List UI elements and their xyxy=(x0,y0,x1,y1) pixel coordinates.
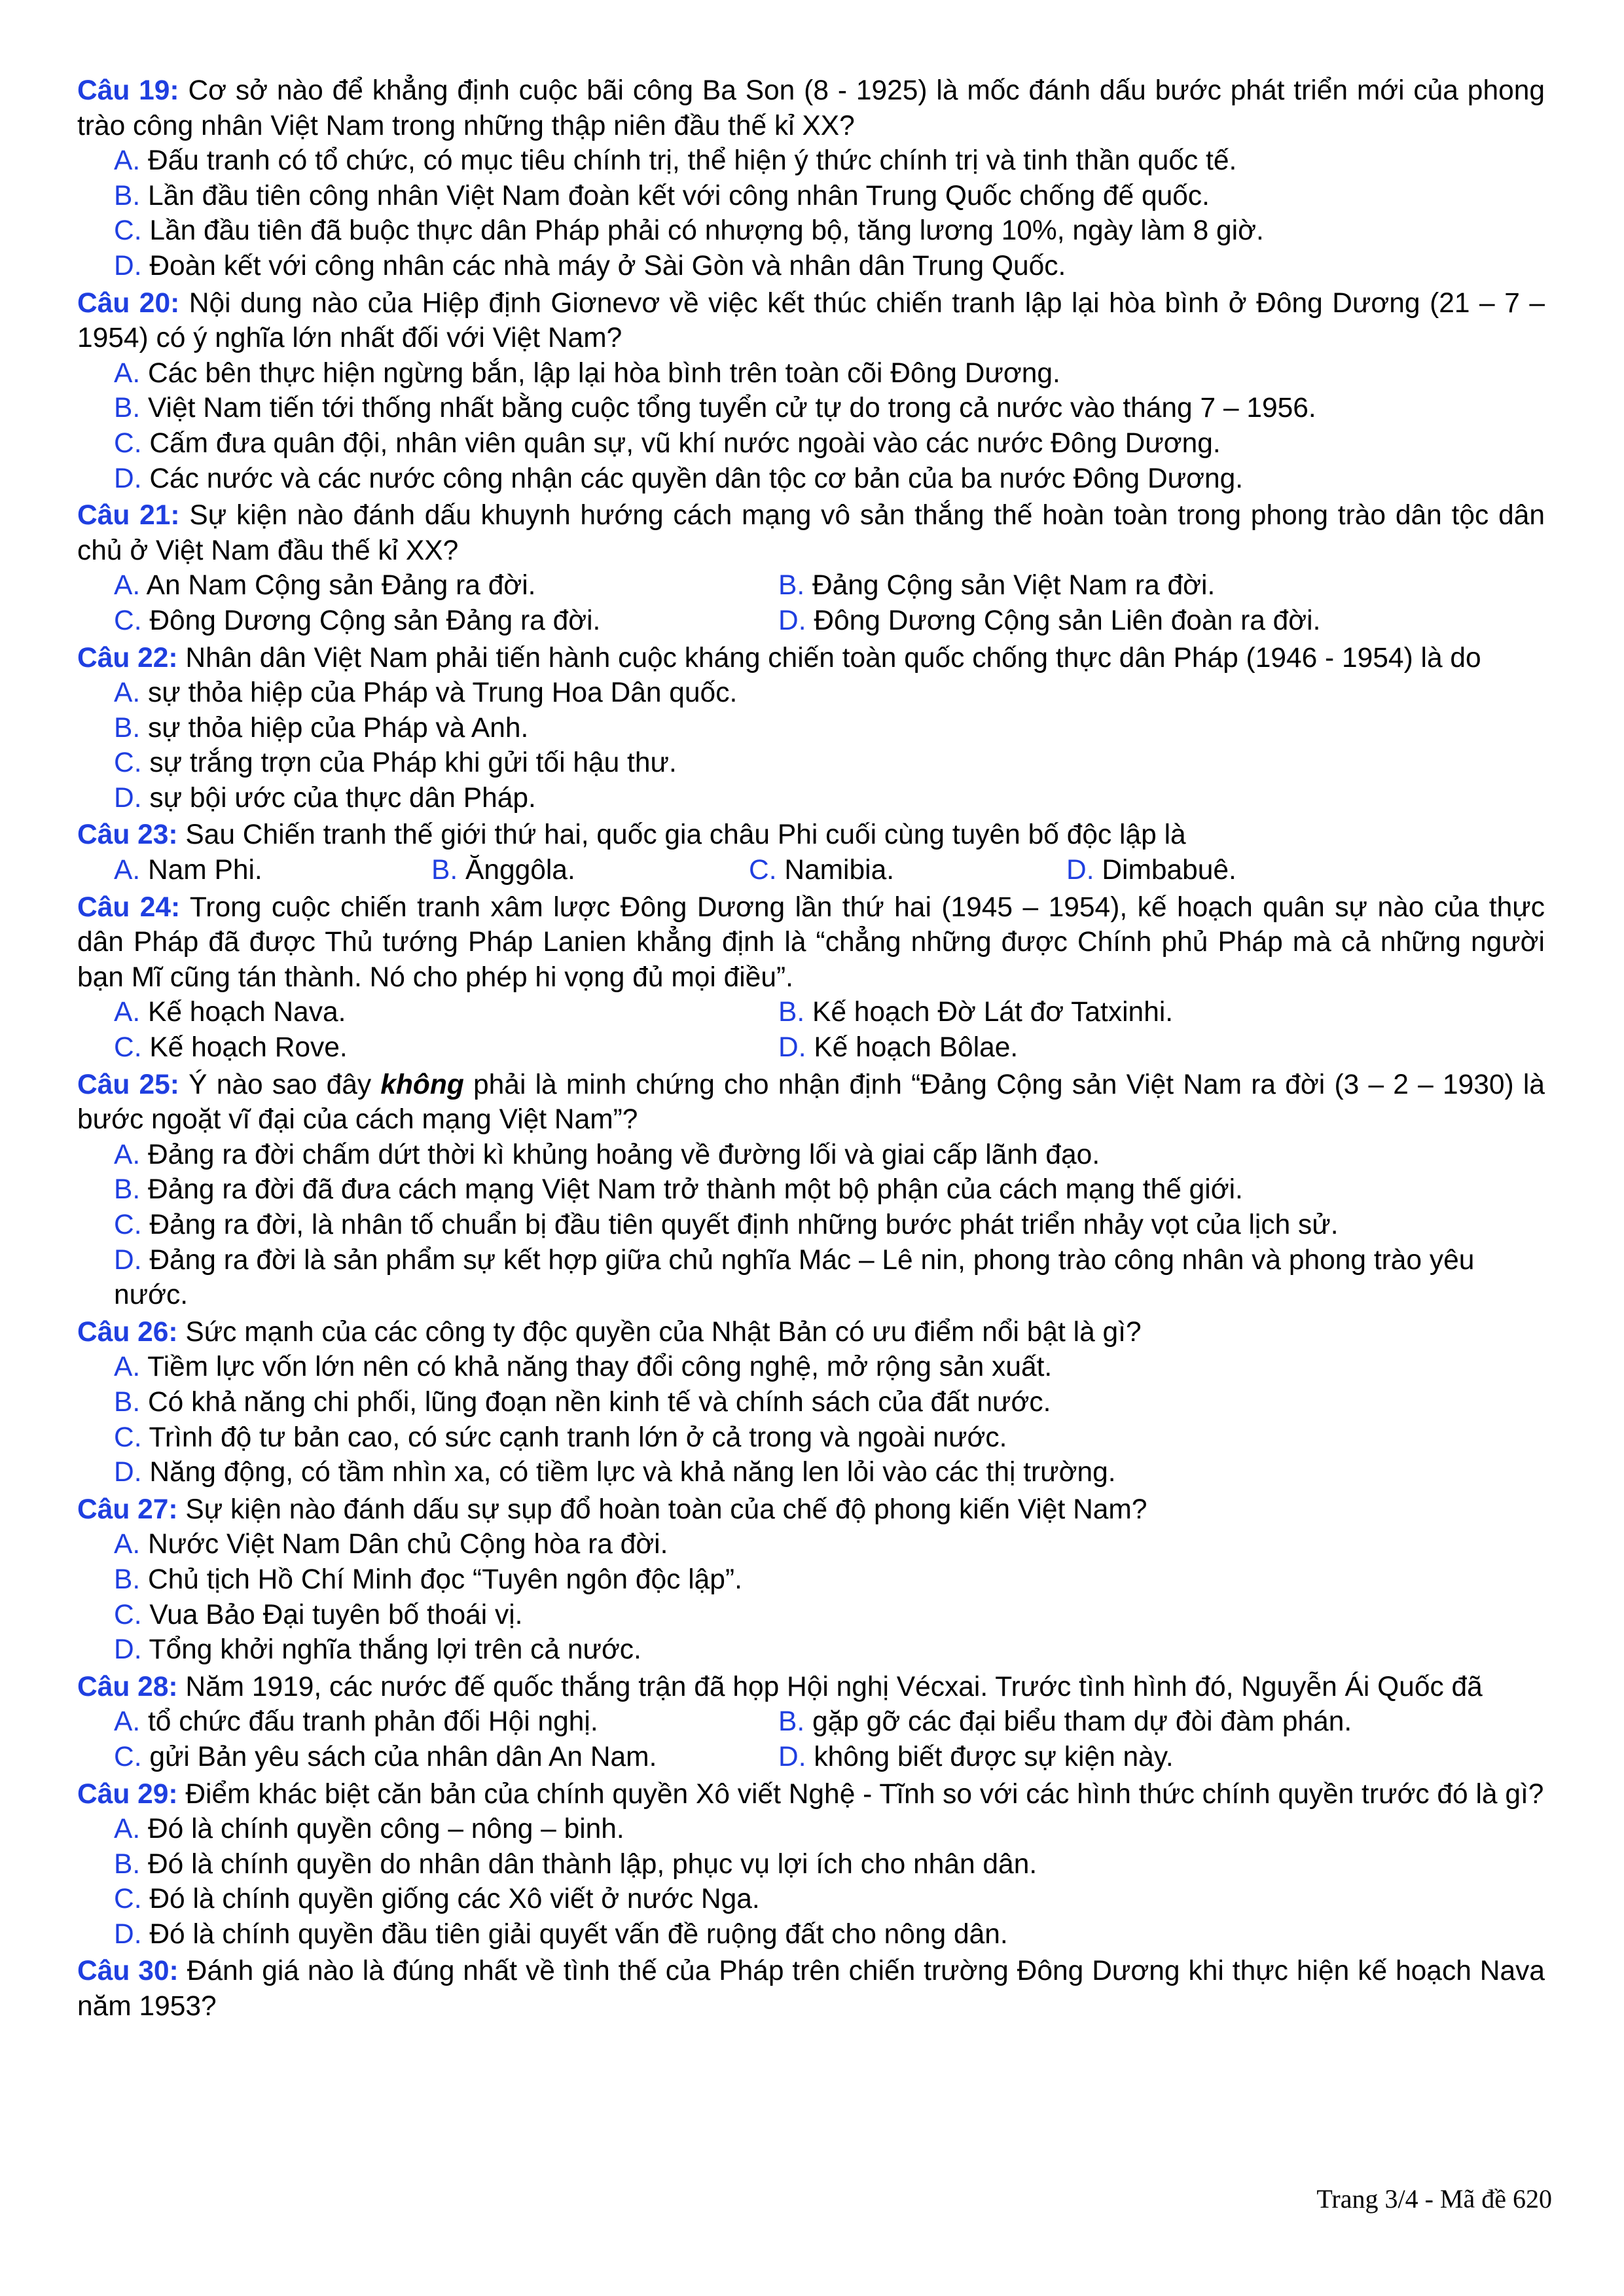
option-key: B. xyxy=(114,1564,141,1595)
question-26 xyxy=(77,1315,1545,1490)
option-text: Kế hoạch Bôlae. xyxy=(814,1032,1019,1064)
option-key: C. xyxy=(114,1741,142,1772)
option-a xyxy=(77,143,1545,179)
option-a xyxy=(77,675,1545,711)
option-text: sự thỏa hiệp của Pháp và Anh. xyxy=(147,712,529,744)
question-20 xyxy=(77,286,1545,497)
option-row xyxy=(77,995,1545,1030)
option-text: Đó là chính quyền đầu tiên giải quyết vấn đề ruộng đất cho nông dân. xyxy=(149,1918,1008,1950)
option-text: Việt Nam tiến tới thống nhất bằng cuộc tổng tuyển cử tự do trong cả nước vào tháng 7 – 1956. xyxy=(147,393,1316,424)
option-text: Ănggôla. xyxy=(465,855,575,886)
question-label: Câu 28: xyxy=(77,1671,178,1702)
option-key: C. xyxy=(114,1884,142,1915)
question-stem xyxy=(77,1315,1545,1350)
option-b xyxy=(778,1704,1443,1740)
option-key: D. xyxy=(778,1741,806,1772)
option-text: Vua Bảo Đại tuyên bố thoái vị. xyxy=(149,1599,523,1630)
option-d xyxy=(77,1917,1545,1952)
option-text: Đấu tranh có tổ chức, có mục tiêu chính trị, thể hiện ý thức chính trị và tinh thần quốc tế. xyxy=(147,145,1237,177)
option-d xyxy=(77,249,1545,284)
option-key: D. xyxy=(114,782,142,814)
question-text: Nội dung nào của Hiệp định Giơnevơ về việc kết thúc chiến tranh lập lại hòa bình ở Đông Dương (21 – 7 – 1954) có ý nghĩa lớn nhất đối với Việt Nam? xyxy=(77,287,1545,354)
option-key: D. xyxy=(778,605,806,636)
option-key: C. xyxy=(114,1210,142,1240)
option-d xyxy=(778,1740,1443,1775)
option-text: Nam Phi. xyxy=(147,855,262,886)
question-label: Câu 21: xyxy=(77,500,180,531)
question-stem xyxy=(77,1492,1545,1528)
question-text: Sau Chiến tranh thế giới thứ hai, quốc gia châu Phi cuối cùng tuyên bố độc lập là xyxy=(185,819,1186,851)
option-key: B. xyxy=(778,1706,805,1738)
option-key: D. xyxy=(114,1244,142,1276)
option-key: A. xyxy=(114,1814,141,1845)
question-stem xyxy=(77,1670,1545,1705)
question-stem xyxy=(77,1954,1545,2024)
option-d xyxy=(77,781,1545,816)
option-c xyxy=(114,1030,778,1066)
option-text: gửi Bản yêu sách của nhân dân An Nam. xyxy=(149,1741,657,1772)
option-a xyxy=(77,356,1545,391)
option-key: A. xyxy=(114,1529,141,1560)
option-d xyxy=(778,1030,1443,1066)
option-d xyxy=(77,461,1545,497)
option-text: Chủ tịch Hồ Chí Minh đọc “Tuyên ngôn độc lập”. xyxy=(147,1564,742,1595)
option-b xyxy=(77,1562,1545,1598)
question-label: Câu 26: xyxy=(77,1316,178,1348)
option-key: B. xyxy=(114,1386,141,1418)
option-text: Đó là chính quyền công – nông – binh. xyxy=(147,1814,624,1845)
option-text: Có khả năng chi phối, lũng đoạn nền kinh tế và chính sách của đất nước. xyxy=(147,1386,1051,1418)
option-key: D. xyxy=(114,250,142,281)
option-text: Nước Việt Nam Dân chủ Cộng hòa ra đời. xyxy=(147,1529,668,1560)
option-key: C. xyxy=(114,215,142,247)
question-28 xyxy=(77,1670,1545,1775)
question-list xyxy=(77,73,1545,2024)
option-key: B. xyxy=(114,1174,141,1206)
question-text: Sự kiện nào đánh dấu khuynh hướng cách mạng vô sản thắng thế hoàn toàn trong phong trào dân tộc dân chủ ở Việt Nam đầu thế kỉ XX? xyxy=(77,500,1545,566)
option-text: Đảng ra đời là sản phẩm sự kết hợp giữa chủ nghĩa Mác – Lê nin, phong trào công nhân và phong trào yêu nước. xyxy=(114,1244,1475,1311)
option-key: D. xyxy=(1066,855,1094,886)
option-text: Đoàn kết với công nhân các nhà máy ở Sài Gòn và nhân dân Trung Quốc. xyxy=(149,250,1066,281)
option-key: B. xyxy=(114,712,141,744)
question-stem xyxy=(77,641,1545,676)
option-row xyxy=(77,568,1545,603)
option-text: Đông Dương Cộng sản Liên đoàn ra đời. xyxy=(814,605,1321,636)
option-a xyxy=(114,1704,778,1740)
question-stem xyxy=(77,890,1545,996)
option-key: C. xyxy=(114,747,142,779)
question-30 xyxy=(77,1954,1545,2024)
option-d xyxy=(1066,853,1384,888)
question-text: Sự kiện nào đánh dấu sự sụp đổ hoàn toàn của chế độ phong kiến Việt Nam? xyxy=(185,1494,1147,1525)
option-row xyxy=(77,603,1545,639)
option-b xyxy=(77,179,1545,214)
option-key: B. xyxy=(778,997,805,1028)
option-key: B. xyxy=(431,855,458,886)
question-text: Sức mạnh của các công ty độc quyền của Nhật Bản có ưu điểm nổi bật là gì? xyxy=(185,1316,1142,1348)
option-text: Đảng Cộng sản Việt Nam ra đời. xyxy=(812,570,1216,601)
option-key: D. xyxy=(114,1457,142,1488)
option-key: A. xyxy=(114,145,141,177)
option-c xyxy=(114,1740,778,1775)
option-key: B. xyxy=(778,570,805,601)
question-27 xyxy=(77,1492,1545,1668)
option-b xyxy=(77,711,1545,746)
option-a xyxy=(77,1527,1545,1562)
option-c xyxy=(77,213,1545,249)
option-text: gặp gỡ các đại biểu tham dự đòi đàm phán. xyxy=(812,1706,1352,1738)
option-key: C. xyxy=(114,427,142,459)
option-c xyxy=(749,853,1066,888)
option-c xyxy=(77,1882,1545,1917)
question-19 xyxy=(77,73,1545,284)
option-text: Lần đầu tiên công nhân Việt Nam đoàn kết với công nhân Trung Quốc chống đế quốc. xyxy=(147,180,1210,211)
option-b xyxy=(778,568,1443,603)
question-label: Câu 30: xyxy=(77,1956,179,1987)
option-c xyxy=(77,426,1545,461)
option-text: Các nước và các nước công nhận các quyền dân tộc cơ bản của ba nước Đông Dương. xyxy=(149,463,1244,494)
question-21 xyxy=(77,498,1545,638)
question-stem xyxy=(77,817,1545,853)
option-a xyxy=(114,568,778,603)
option-c xyxy=(77,1420,1545,1456)
option-key: B. xyxy=(114,393,141,424)
option-c xyxy=(77,1208,1545,1243)
question-stem xyxy=(77,1067,1545,1138)
option-text: không biết được sự kiện này. xyxy=(814,1741,1174,1772)
question-text: Nhân dân Việt Nam phải tiến hành cuộc kháng chiến toàn quốc chống thực dân Pháp (1946 - 1954) là do xyxy=(185,642,1481,673)
option-text: Đảng ra đời chấm dứt thời kì khủng hoảng về đường lối và giai cấp lãnh đạo. xyxy=(147,1139,1100,1170)
option-b xyxy=(77,1847,1545,1882)
option-row xyxy=(77,1704,1545,1740)
option-key: D. xyxy=(114,463,142,494)
option-key: A. xyxy=(114,1706,141,1738)
question-label: Câu 22: xyxy=(77,642,178,673)
option-text: Đông Dương Cộng sản Đảng ra đời. xyxy=(149,605,601,636)
option-text: Kế hoạch Rove. xyxy=(149,1032,348,1064)
option-key: A. xyxy=(114,677,141,709)
question-label: Câu 27: xyxy=(77,1494,178,1525)
option-b xyxy=(77,1172,1545,1208)
option-d xyxy=(77,1455,1545,1490)
option-key: C. xyxy=(114,1422,142,1453)
option-text: Kế hoạch Đờ Lát đơ Tatxinhi. xyxy=(812,997,1174,1028)
emphasis-word: không xyxy=(380,1069,464,1100)
option-text: Đảng ra đời, là nhân tố chuẩn bị đầu tiên quyết định những bước phát triển nhảy vọt của lịch sử. xyxy=(149,1210,1339,1240)
option-text: Đảng ra đời đã đưa cách mạng Việt Nam trở thành một bộ phận của cách mạng thế giới. xyxy=(147,1174,1243,1206)
option-text: sự thỏa hiệp của Pháp và Trung Hoa Dân quốc. xyxy=(147,677,738,709)
option-key: C. xyxy=(114,1032,142,1064)
option-key: A. xyxy=(114,855,141,886)
option-key: A. xyxy=(114,997,141,1028)
question-stem xyxy=(77,498,1545,568)
option-text: sự bội ước của thực dân Pháp. xyxy=(149,782,536,814)
question-label: Câu 25: xyxy=(77,1069,179,1100)
option-key: C. xyxy=(114,605,142,636)
option-text: Namibia. xyxy=(784,855,895,886)
option-c xyxy=(114,603,778,639)
question-label: Câu 19: xyxy=(77,75,179,106)
option-text: Đó là chính quyền do nhân dân thành lập, phục vụ lợi ích cho nhân dân. xyxy=(147,1848,1038,1880)
option-text: Trình độ tư bản cao, có sức cạnh tranh lớn ở cả trong và ngoài nước. xyxy=(149,1422,1007,1453)
option-text: Dimbabuê. xyxy=(1102,855,1236,886)
option-a xyxy=(77,1350,1545,1385)
option-key: A. xyxy=(114,1352,141,1383)
option-text: An Nam Cộng sản Đảng ra đời. xyxy=(146,570,536,601)
option-text: Tổng khởi nghĩa thắng lợi trên cả nước. xyxy=(149,1634,641,1666)
option-a xyxy=(77,1812,1545,1847)
option-text: Năng động, có tầm nhìn xa, có tiềm lực và khả năng len lỏi vào các thị trường. xyxy=(149,1457,1116,1488)
option-b xyxy=(431,853,749,888)
option-text: sự trắng trợn của Pháp khi gửi tối hậu thư. xyxy=(149,747,677,779)
question-24 xyxy=(77,890,1545,1066)
option-text: Đó là chính quyền giống các Xô viết ở nước Nga. xyxy=(149,1884,760,1915)
option-c xyxy=(77,1598,1545,1633)
question-stem xyxy=(77,1777,1545,1812)
option-d xyxy=(778,603,1443,639)
question-label: Câu 24: xyxy=(77,891,181,923)
question-text: Trong cuộc chiến tranh xâm lược Đông Dương lần thứ hai (1945 – 1954), kế hoạch quân sự nào của thực dân Pháp đã được Thủ tướng Pháp Lanien khẳng định là “chẳng những được Chính phủ Pháp mà cả những người bạn Mĩ cũng tán thành. Nó cho phép hi vọng đủ mọi điều”. xyxy=(77,891,1545,993)
question-22 xyxy=(77,641,1545,816)
option-key: A. xyxy=(114,570,141,601)
option-c xyxy=(77,745,1545,781)
option-a xyxy=(114,853,431,888)
question-label: Câu 20: xyxy=(77,287,180,319)
option-b xyxy=(778,995,1443,1030)
option-row xyxy=(77,853,1545,888)
option-text: Các bên thực hiện ngừng bắn, lập lại hòa bình trên toàn cõi Đông Dương. xyxy=(147,357,1060,389)
option-d xyxy=(77,1632,1545,1668)
question-text: Điểm khác biệt căn bản của chính quyền Xô viết Nghệ - Tĩnh so với các hình thức chính quyền trước đó là gì? xyxy=(185,1778,1544,1810)
option-text: tổ chức đấu tranh phản đối Hội nghị. xyxy=(147,1706,598,1738)
question-label: Câu 23: xyxy=(77,819,178,851)
option-b xyxy=(77,1385,1545,1420)
option-b xyxy=(77,391,1545,426)
question-text: Ý nào sao đây xyxy=(189,1069,372,1100)
option-key: A. xyxy=(114,357,141,389)
question-29 xyxy=(77,1777,1545,1952)
option-key: D. xyxy=(114,1634,142,1666)
question-stem xyxy=(77,286,1545,356)
option-text: Cấm đưa quân đội, nhân viên quân sự, vũ khí nước ngoài vào các nước Đông Dương. xyxy=(149,427,1221,459)
question-25 xyxy=(77,1067,1545,1313)
option-row xyxy=(77,1740,1545,1775)
option-key: B. xyxy=(114,180,141,211)
option-text: Lần đầu tiên đã buộc thực dân Pháp phải có nhượng bộ, tăng lương 10%, ngày làm 8 giờ. xyxy=(149,215,1264,247)
question-text: Cơ sở nào để khẳng định cuộc bãi công Ba Son (8 - 1925) là mốc đánh dấu bước phát triển mới của phong trào công nhân Việt Nam trong những thập niên đầu thế kỉ XX? xyxy=(77,75,1545,141)
option-key: C. xyxy=(114,1599,142,1630)
page-footer: Trang 3/4 - Mã đề 620 xyxy=(1316,2184,1552,2214)
question-text: Năm 1919, các nước đế quốc thắng trận đã họp Hội nghị Vécxai. Trước tình hình đó, Nguyễn Ái Quốc đã xyxy=(185,1671,1483,1702)
option-key: A. xyxy=(114,1139,141,1170)
option-row xyxy=(77,1030,1545,1066)
option-a xyxy=(114,995,778,1030)
option-key: D. xyxy=(114,1918,142,1950)
option-key: B. xyxy=(114,1848,141,1880)
option-d xyxy=(77,1243,1545,1313)
option-key: D. xyxy=(778,1032,806,1064)
question-text: Đánh giá nào là đúng nhất về tình thế của Pháp trên chiến trường Đông Dương khi thực hiện kế hoạch Nava năm 1953? xyxy=(77,1956,1545,2022)
option-text: Tiềm lực vốn lớn nên có khả năng thay đổi công nghệ, mở rộng sản xuất. xyxy=(147,1352,1053,1383)
question-stem xyxy=(77,73,1545,143)
question-label: Câu 29: xyxy=(77,1778,178,1810)
option-text: Kế hoạch Nava. xyxy=(147,997,346,1028)
option-key: C. xyxy=(749,855,777,886)
option-a xyxy=(77,1138,1545,1173)
question-23 xyxy=(77,817,1545,888)
question-text: phải là minh chứng cho nhận định “Đảng Cộng sản Việt Nam ra đời (3 – 2 – 1930) là bước ngoặt vĩ đại của cách mạng Việt Nam”? xyxy=(77,1069,1545,1136)
